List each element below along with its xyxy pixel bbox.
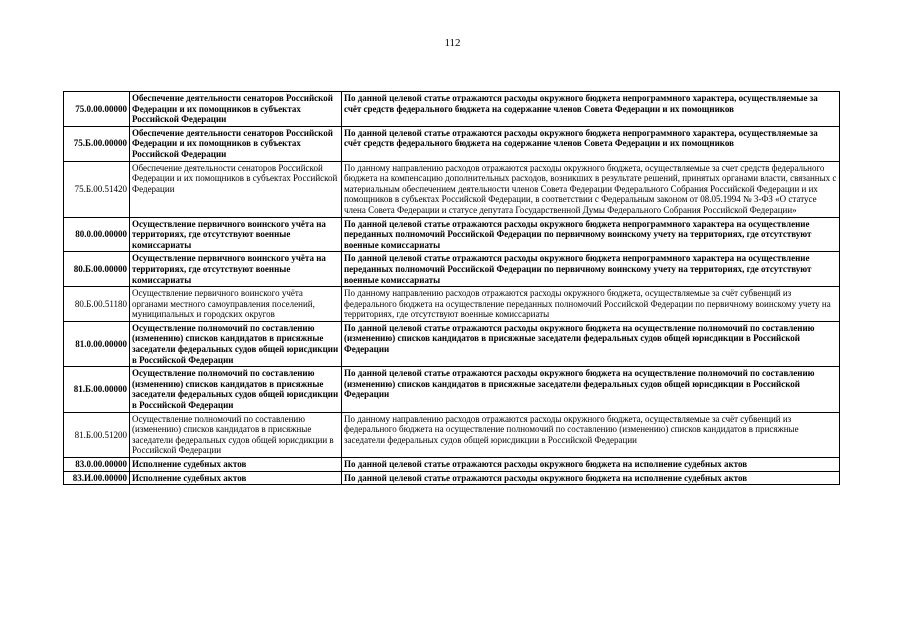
description-cell: По данной целевой статье отражаются расходы окружного бюджета непрограммного характера на осуществление переданных полномочий Российской Федерации по первичному воинскому учету на территориях, где отсутствуют военные комиссариаты <box>342 217 840 252</box>
table-row <box>64 367 840 412</box>
table-row <box>64 321 840 366</box>
code-cell: 83.И.00.00000 <box>64 471 130 485</box>
description-cell: По данной целевой статье отражаются расходы окружного бюджета непрограммного характера, осуществляемые за счёт средств федерального бюджета на содержание членов Совета Федерации и их помощников <box>342 92 840 127</box>
table-row <box>64 161 840 217</box>
description-cell: По данной целевой статье отражаются расходы окружного бюджета на исполнение судебных актов <box>342 471 840 485</box>
table-row <box>64 217 840 252</box>
code-cell: 80.Б.00.51180 <box>64 287 130 322</box>
description-cell: По данной целевой статье отражаются расходы окружного бюджета непрограммного характера на осуществление переданных полномочий Российской Федерации по первичному воинскому учету на территориях, где отсутствуют военные комиссариаты <box>342 252 840 287</box>
table-row <box>64 458 840 472</box>
name-cell: Осуществление первичного воинского учёта на территориях, где отсутствуют военные комиссариаты <box>130 217 342 252</box>
code-cell: 80.Б.00.00000 <box>64 252 130 287</box>
table-row <box>64 252 840 287</box>
description-cell: По данной целевой статье отражаются расходы окружного бюджета на осуществление полномочий по составлению (изменению) списков кандидатов в присяжные заседатели федеральных судов общей юрисдикции в Российской Федерации <box>342 321 840 366</box>
description-cell: По данной целевой статье отражаются расходы окружного бюджета на исполнение судебных актов <box>342 458 840 472</box>
name-cell: Осуществление полномочий по составлению (изменению) списков кандидатов в присяжные заседатели федеральных судов общей юрисдикции в Российской Федерации <box>130 321 342 366</box>
name-cell: Осуществление полномочий по составлению (изменению) списков кандидатов в присяжные заседатели федеральных судов общей юрисдикции в Российской Федерации <box>130 412 342 457</box>
description-cell: По данной целевой статье отражаются расходы окружного бюджета на осуществление полномочий по составлению (изменению) списков кандидатов в присяжные заседатели федеральных судов общей юрисдикции в Российской Федерации <box>342 367 840 412</box>
table-row <box>64 287 840 322</box>
code-cell: 75.Б.00.00000 <box>64 126 130 161</box>
code-cell: 83.0.00.00000 <box>64 458 130 472</box>
code-cell: 81.Б.00.00000 <box>64 367 130 412</box>
table-row <box>64 126 840 161</box>
name-cell: Исполнение судебных актов <box>130 471 342 485</box>
description-cell: По данной целевой статье отражаются расходы окружного бюджета непрограммного характера, осуществляемые за счёт средств федерального бюджета на содержание членов Совета Федерации и их помощников <box>342 126 840 161</box>
description-cell: По данному направлению расходов отражаются расходы окружного бюджета, осуществляемые за счёт субвенций из федерального бюджета на осуществление полномочий по составлению (изменению) списков кандидатов в присяжные заседатели федеральных судов общей юрисдикции в Российской Федерации <box>342 412 840 457</box>
name-cell: Осуществление первичного воинского учёта на территориях, где отсутствуют военные комиссариаты <box>130 252 342 287</box>
name-cell: Обеспечение деятельности сенаторов Российской Федерации и их помощников в субъектах Российской Федерации <box>130 161 342 217</box>
code-cell: 81.Б.00.51200 <box>64 412 130 457</box>
name-cell: Обеспечение деятельности сенаторов Российской Федерации и их помощников в субъектах Российской Федерации <box>130 92 342 127</box>
name-cell: Исполнение судебных актов <box>130 458 342 472</box>
budget-classification-table <box>63 91 840 485</box>
code-cell: 75.0.00.00000 <box>64 92 130 127</box>
description-cell: По данному направлению расходов отражаются расходы окружного бюджета, осуществляемые за счет средств федерального бюджета на компенсацию дополнительных расходов, возникших в результате решений, принятых органами власти, связанных с материальным обеспечением деятельности членов Совета Федерации Федерального Собрания Российской Федерации и их помощников в субъектах Российской Федерации, в соответствии с Федеральным законом от 08.05.1994 № 3-ФЗ «О статусе члена Совета Федерации и статусе депутата Государственной Думы Федерального Собрания Российской Федерации» <box>342 161 840 217</box>
description-cell: По данному направлению расходов отражаются расходы окружного бюджета, осуществляемые за счёт субвенций из федерального бюджета на осуществление переданных полномочий Российской Федерации по первичному воинскому учету на территориях, где отсутствуют военные комиссариаты <box>342 287 840 322</box>
name-cell: Обеспечение деятельности сенаторов Российской Федерации и их помощников в субъектах Российской Федерации <box>130 126 342 161</box>
code-cell: 80.0.00.00000 <box>64 217 130 252</box>
table-row <box>64 92 840 127</box>
table-row <box>64 412 840 457</box>
table-row <box>64 471 840 485</box>
page-number: 112 <box>444 37 461 49</box>
code-cell: 81.0.00.00000 <box>64 321 130 366</box>
name-cell: Осуществление полномочий по составлению (изменению) списков кандидатов в присяжные заседатели федеральных судов общей юрисдикции в Российской Федерации <box>130 367 342 412</box>
code-cell: 75.Б.00.51420 <box>64 161 130 217</box>
name-cell: Осуществление первичного воинского учёта органами местного самоуправления поселений, муниципальных и городских округов <box>130 287 342 322</box>
